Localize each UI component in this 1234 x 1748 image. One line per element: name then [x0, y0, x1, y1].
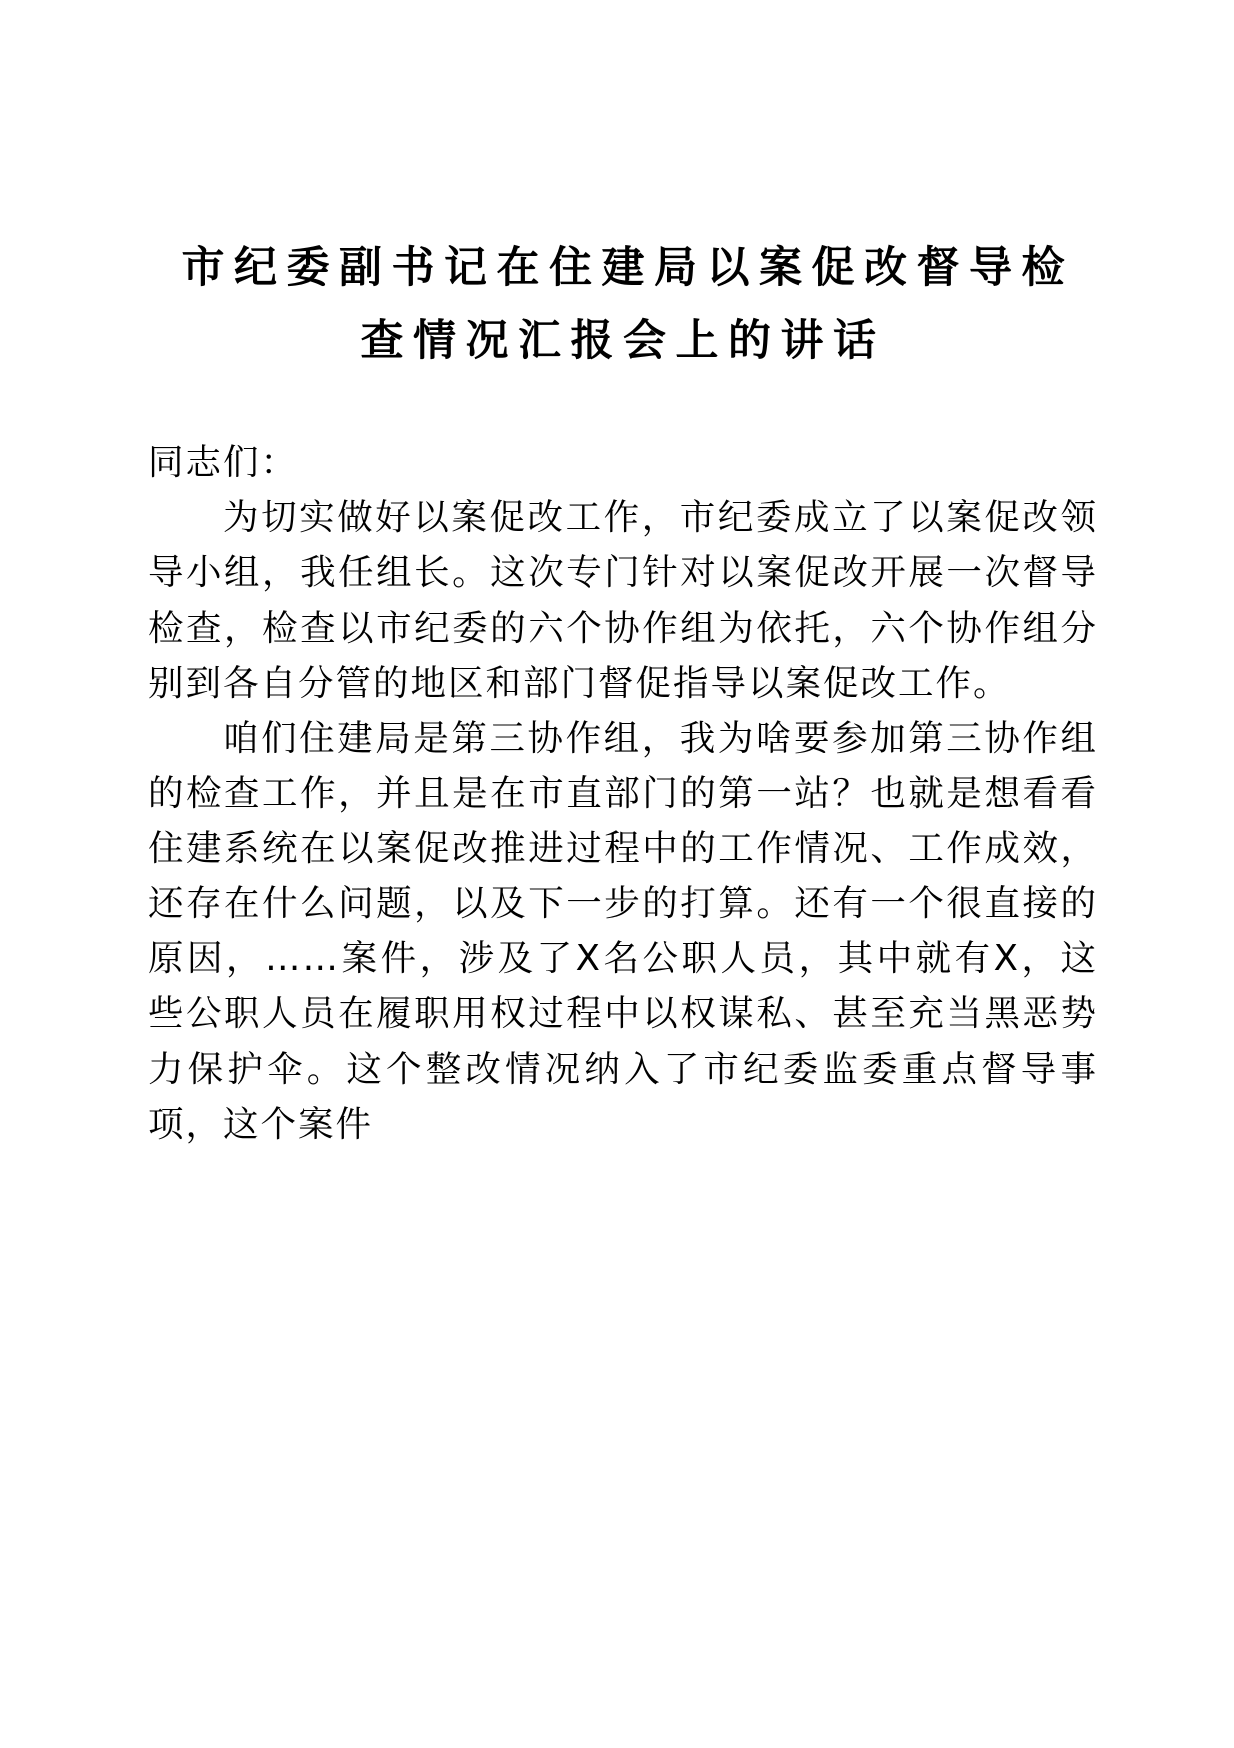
page-content	[148, 0, 1098, 1152]
body-paragraph-2: 咱们住建局是第三协作组，我为啥要参加第三协作组的检查工作，并且是在市直部门的第一站？也就是想看看住建系统在以案促改推进过程中的工作情况、工作成效，还存在什么问题，以及下一步的打算。还有一个很直接的原因，……案件，涉及了X名公职人员，其中就有X，这些公职人员在履职用权过程中以权谋私、甚至充当黑恶势力保护伞。这个整改情况纳入了市纪委监委重点督导事项，这个案件	[148, 717, 1098, 1145]
document-body	[148, 378, 1098, 1152]
body-paragraph-1: 为切实做好以案促改工作，市纪委成立了以案促改领导小组，我任组长。这次专门针对以案促改开展一次督导检查，检查以市纪委的六个协作组为依托，六个协作组分别到各自分管的地区和部门督促指导以案促改工作。	[148, 497, 1098, 704]
page-title: 市纪委副书记在住建局以案促改督导检查情况汇报会上的讲话	[181, 243, 1074, 367]
salutation: 同志们：	[148, 442, 299, 484]
